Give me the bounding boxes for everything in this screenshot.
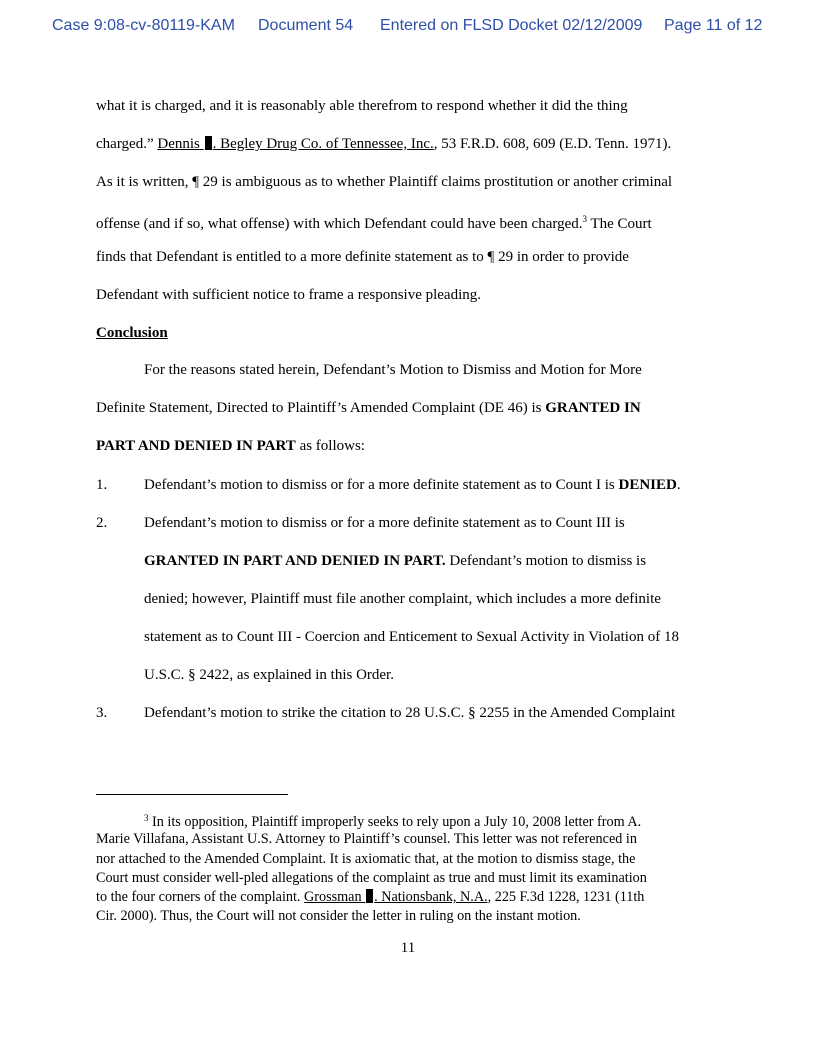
conclusion-line-2-text: Definite Statement, Directed to Plaintiff’s Amended Complaint (DE 46) is xyxy=(96,400,546,416)
footnote-line-3: nor attached to the Amended Complaint. It is axiomatic that, at the motion to dismiss stage, the xyxy=(96,851,636,867)
docket-header xyxy=(0,17,816,39)
case-citation-dennis-a: Dennis xyxy=(157,136,200,152)
body-line-4-post: The Court xyxy=(587,216,652,232)
list-item-2-line-5: U.S.C. § 2422, as explained in this Order. xyxy=(144,667,394,683)
list-item-3-number: 3. xyxy=(96,705,108,721)
body-line-4 xyxy=(96,209,652,234)
list-item-2-line-4: statement as to Count III - Coercion and Enticement to Sexual Activity in Violation of 18 xyxy=(144,629,679,645)
list-item-2-number: 2. xyxy=(96,515,108,531)
header-document-number: Document 54 xyxy=(258,17,354,34)
list-item-1-post: . xyxy=(676,477,681,493)
list-item-2-line-2-post: Defendant’s motion to dismiss is xyxy=(445,553,647,569)
header-entered-date: Entered on FLSD Docket 02/12/2009 xyxy=(380,17,643,34)
redaction-mark xyxy=(366,889,373,903)
footnote-number: 3 xyxy=(144,813,149,823)
conclusion-ruling-b: PART AND DENIED IN PART xyxy=(96,438,296,454)
case-citation-grossman-b: . Nationsbank, N.A. xyxy=(374,889,488,905)
body-line-1: what it is charged, and it is reasonably able therefrom to respond whether it did the thing xyxy=(96,98,628,114)
body-line-2 xyxy=(96,134,671,154)
section-heading: Conclusion xyxy=(96,325,168,341)
case-citation-grossman-a: Grossman xyxy=(304,889,362,905)
list-item-2-line-3: denied; however, Plaintiff must file another complaint, which includes a more definite xyxy=(144,591,661,607)
header-case-number: Case 9:08-cv-80119-KAM xyxy=(52,17,235,34)
footnote-line-5-pre: to the four corners of the complaint. xyxy=(96,889,305,905)
footnote-ref: 3 xyxy=(582,214,587,224)
page-number: 11 xyxy=(400,940,416,956)
list-item-2-line-2 xyxy=(144,551,646,571)
case-citation-dennis xyxy=(157,136,433,152)
body-line-2-post: , 53 F.R.D. 608, 609 (E.D. Tenn. 1971). xyxy=(433,136,672,152)
list-item-1-text xyxy=(144,475,681,495)
body-line-4-text: offense (and if so, what offense) with which Defendant could have been charged. xyxy=(96,216,583,232)
footnote-line-6: Cir. 2000). Thus, the Court will not consider the letter in ruling on the instant motion. xyxy=(96,908,581,924)
case-citation-dennis-b: . Begley Drug Co. of Tennessee, Inc. xyxy=(212,136,434,152)
footnote-line-1 xyxy=(144,810,641,831)
header-page-count: Page 11 of 12 xyxy=(664,17,763,34)
body-line-5: finds that Defendant is entitled to a more definite statement as to ¶ 29 in order to provide xyxy=(96,249,629,265)
conclusion-line-1: For the reasons stated herein, Defendant’s Motion to Dismiss and Motion for More xyxy=(144,362,642,378)
footnote-line-4: Court must consider well-pled allegations of the complaint as true and must limit its examination xyxy=(96,870,647,886)
list-item-1-ruling: DENIED xyxy=(618,477,677,493)
list-item-1-pre: Defendant’s motion to dismiss or for a more definite statement as to Count I is xyxy=(144,477,619,493)
footnote-line-2: Marie Villafana, Assistant U.S. Attorney to Plaintiff’s counsel. This letter was not referenced in xyxy=(96,831,637,847)
conclusion-line-3-post: as follows: xyxy=(295,438,365,454)
footnote-line-5 xyxy=(96,889,644,906)
conclusion-line-2 xyxy=(96,398,641,418)
body-line-2-pre: charged.” xyxy=(96,136,158,152)
footnote-line-5-post: , 225 F.3d 1228, 1231 (11th xyxy=(487,889,645,905)
footnote-divider xyxy=(96,794,288,795)
list-item-2-ruling: GRANTED IN PART AND DENIED IN PART. xyxy=(144,553,446,569)
body-line-3: As it is written, ¶ 29 is ambiguous as to whether Plaintiff claims prostitution or another criminal xyxy=(96,174,673,190)
case-citation-grossman xyxy=(304,889,488,905)
redaction-mark xyxy=(205,136,212,150)
conclusion-ruling-a: GRANTED IN xyxy=(545,400,641,416)
list-item-3-line-1: Defendant’s motion to strike the citation to 28 U.S.C. § 2255 in the Amended Complaint xyxy=(144,705,676,721)
body-line-6: Defendant with sufficient notice to frame a responsive pleading. xyxy=(96,287,482,303)
footnote-line-1-text: In its opposition, Plaintiff improperly seeks to rely upon a July 10, 2008 letter from A. xyxy=(148,814,642,830)
conclusion-line-3 xyxy=(96,436,365,456)
list-item-2-line-1: Defendant’s motion to dismiss or for a more definite statement as to Count III is xyxy=(144,515,625,531)
list-item-1-number: 1. xyxy=(96,477,108,493)
